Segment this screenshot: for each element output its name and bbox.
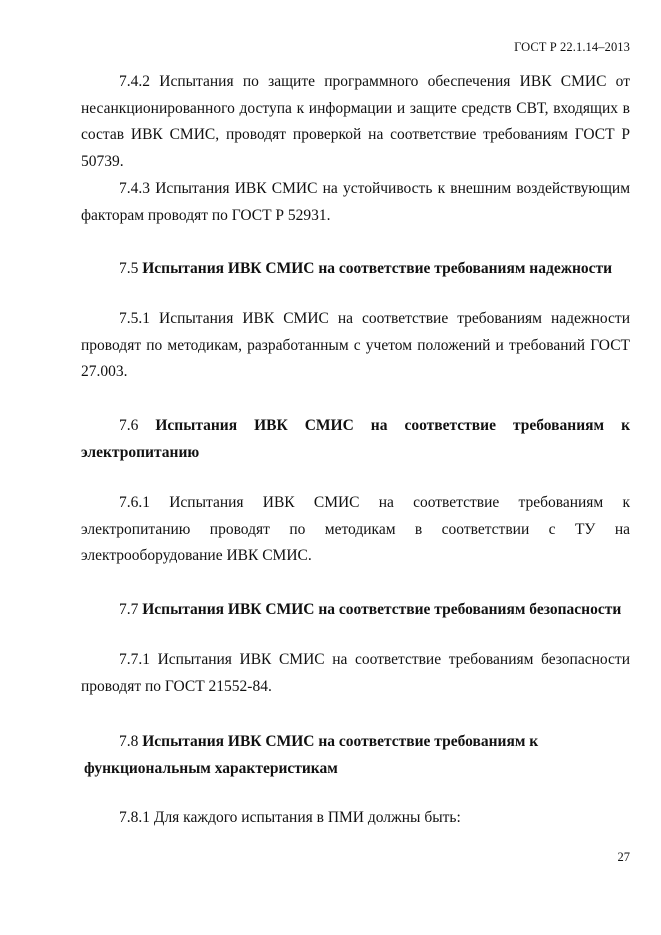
heading-title: Испытания ИВК СМИС на соответствие требованиям надежности bbox=[142, 260, 613, 277]
heading-number: 7.7 bbox=[119, 601, 143, 618]
paragraph-7-6-1: 7.6.1 Испытания ИВК СМИС на соответствие требованиям к электропитанию проводят по методикам в соответствии с ТУ на электрооборудование ИВК СМИС. bbox=[81, 494, 630, 564]
page-number: 27 bbox=[617, 850, 630, 864]
heading-7-8 bbox=[81, 729, 630, 782]
document-code: ГОСТ Р 22.1.14–2013 bbox=[514, 40, 630, 54]
heading-title: Испытания ИВК СМИС на соответствие требованиям к электропитанию bbox=[81, 417, 630, 461]
heading-number: 7.8 bbox=[119, 733, 143, 750]
paragraph-7-4-3: 7.4.3 Испытания ИВК СМИС на устойчивость к внешним воздействующим факторам проводят по ГОСТ Р 52931. bbox=[81, 180, 630, 224]
heading-7-6 bbox=[81, 413, 630, 466]
paragraph-7-8-1: 7.8.1 Для каждого испытания в ПМИ должны быть: bbox=[119, 809, 461, 826]
paragraph-7-7-1: 7.7.1 Испытания ИВК СМИС на соответствие требованиям безопасности проводят по ГОСТ 21552-84. bbox=[81, 651, 630, 695]
heading-7-7 bbox=[81, 597, 630, 624]
heading-title: Испытания ИВК СМИС на соответствие требованиям безопасности bbox=[142, 601, 622, 618]
heading-title-line-1: Испытания ИВК СМИС на соответствие требованиям к bbox=[142, 733, 539, 750]
heading-title-line-2: функциональным характеристикам bbox=[84, 759, 338, 777]
heading-7-5 bbox=[81, 256, 630, 283]
heading-number: 7.6 bbox=[119, 417, 156, 434]
heading-number: 7.5 bbox=[119, 260, 143, 277]
paragraph-7-5-1: 7.5.1 Испытания ИВК СМИС на соответствие требованиям надежности проводят по методикам, разработанным с учетом положений и требований ГОСТ 27.003. bbox=[81, 310, 630, 380]
paragraph-7-4-2: 7.4.2 Испытания по защите программного обеспечения ИВК СМИС от несанкционированного доступа к информации и защите средств СВТ, входящих в состав ИВК СМИС, проводят проверкой на соответствие требованиям ГОСТ Р 50739. bbox=[81, 73, 630, 170]
